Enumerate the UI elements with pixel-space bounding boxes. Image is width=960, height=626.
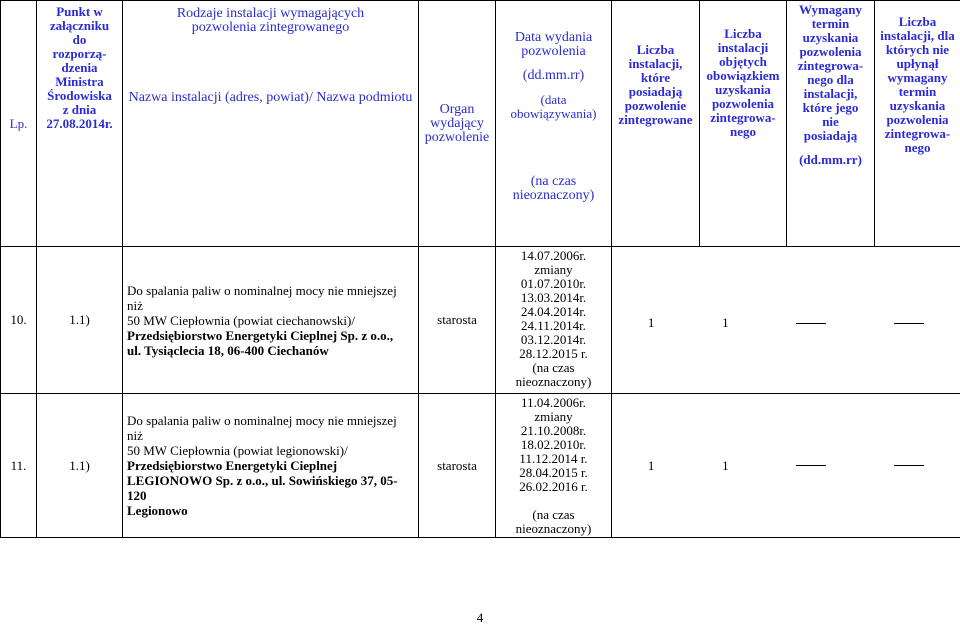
- header-lu-l4: wymagany: [877, 71, 958, 85]
- row-date-3: 18.02.2010r.: [498, 438, 609, 452]
- header-punkt-l6: Środowiska: [39, 89, 120, 103]
- row-desc-b1: Przedsiębiorstwo Energetyki Cieplnej: [127, 458, 414, 473]
- header-punkt-l0: Punkt w: [39, 5, 120, 19]
- row-desc: [123, 247, 419, 394]
- header-punkt: [37, 1, 123, 247]
- header-naczas-l1: nieoznaczony): [498, 189, 609, 203]
- row-date-2: 21.10.2008r.: [498, 424, 609, 438]
- row-date-0: 14.07.2006r.: [498, 249, 609, 263]
- row-date-9: nieoznaczony): [498, 375, 609, 389]
- row-counts-wrap: [614, 459, 958, 473]
- row-desc-b2: LEGIONOWO Sp. z o.o., ul. Sowińskiego 37, 05-120: [127, 473, 414, 503]
- row-lp: [1, 394, 37, 538]
- row-organ: [419, 247, 496, 394]
- row-lp-text: 10.: [10, 312, 26, 327]
- header-lp-l5: zintegrowane: [614, 113, 697, 127]
- row-lp: [1, 247, 37, 394]
- row-desc-l1: Do spalania paliw o nominalnej mocy nie mniejszej niż: [127, 413, 414, 443]
- header-lo-l4: uzyskania: [702, 83, 784, 97]
- row-punkt-text: 1.1): [69, 312, 90, 327]
- header-nazwa: Nazwa instalacji (adres, powiat)/ Nazwa podmiotu: [125, 91, 416, 105]
- header-liczba-objetych: [700, 1, 787, 247]
- row-counts: [612, 247, 960, 394]
- header-wt-l0: Wymagany: [789, 3, 872, 17]
- header-data-l4: obowiązywania): [498, 107, 609, 121]
- header-organ: [419, 1, 496, 247]
- header-liczba-uplynal: [875, 1, 960, 247]
- header-data-wydania: [496, 1, 612, 247]
- header-naczas-l0: (na czas: [498, 175, 609, 189]
- header-rodzaje-l0: Rodzaje instalacji wymagających: [125, 7, 416, 21]
- table-row: [1, 394, 960, 538]
- table-row: [1, 247, 960, 394]
- row-desc-b2: ul. Tysiąclecia 18, 06-400 Ciechanów: [127, 343, 414, 358]
- row-uplynal-dash: [894, 323, 924, 324]
- row-posiadaja: 1: [648, 459, 655, 473]
- row-date-2: 01.07.2010r.: [498, 277, 609, 291]
- row-counts-wrap: [614, 310, 958, 330]
- header-data-l1: pozwolenia: [498, 45, 609, 59]
- row-date-4: 24.04.2014r.: [498, 305, 609, 319]
- row-objetych: 1: [722, 316, 729, 330]
- row-date-7: [498, 494, 609, 508]
- row-date-0: 11.04.2006r.: [498, 396, 609, 410]
- row-date-5: 24.11.2014r.: [498, 319, 609, 333]
- row-date-3: 13.03.2014r.: [498, 291, 609, 305]
- header-punkt-l1: załączniku: [39, 19, 120, 33]
- row-date-9: nieoznaczony): [498, 522, 609, 536]
- row-punkt-text: 1.1): [69, 458, 90, 473]
- header-lo-l7: nego: [702, 125, 784, 139]
- header-lo-l6: zintegrowa-: [702, 111, 784, 125]
- header-lp-l2: które: [614, 71, 697, 85]
- row-date-6: 03.12.2014r.: [498, 333, 609, 347]
- row-lp-text: 11.: [11, 458, 27, 473]
- row-dates: [496, 394, 612, 538]
- row-desc: [123, 394, 419, 538]
- row-counts: [612, 394, 960, 538]
- header-punkt-l7: z dnia: [39, 103, 120, 117]
- header-lu-l0: Liczba: [877, 15, 958, 29]
- header-lu-l9: nego: [877, 141, 958, 155]
- header-lu-l3: upłynął: [877, 57, 958, 71]
- header-punkt-l2: do: [39, 33, 120, 47]
- header-lp-l1: instalacji,: [614, 57, 697, 71]
- row-organ: [419, 394, 496, 538]
- header-punkt-l3: rozporzą-: [39, 47, 120, 61]
- header-wt-l5: nego dla: [789, 73, 872, 87]
- row-posiadaja: 1: [648, 316, 655, 330]
- row-date-6: 26.02.2016 r.: [498, 480, 609, 494]
- header-punkt-l4: dzenia: [39, 61, 120, 75]
- header-data-l3: (data: [498, 93, 609, 107]
- header-wt-l4: zintegrowa-: [789, 59, 872, 73]
- row-date-4: 11.12.2014 r.: [498, 452, 609, 466]
- row-desc-l2: 50 MW Ciepłownia (powiat legionowski)/: [127, 443, 414, 458]
- header-wt-l6: instalacji,: [789, 87, 872, 101]
- row-organ-text: starosta: [437, 312, 477, 327]
- row-dates: [496, 247, 612, 394]
- header-lp-text: Lp.: [10, 116, 28, 131]
- header-wt-l3: pozwolenia: [789, 45, 872, 59]
- header-row: [1, 1, 960, 247]
- header-wt-l10: (dd.mm.rr): [789, 153, 872, 167]
- header-lu-l5: termin: [877, 85, 958, 99]
- header-rodzaje: [123, 1, 419, 247]
- row-date-8: (na czas: [498, 508, 609, 522]
- row-desc-b3: Legionowo: [127, 503, 414, 518]
- header-wymagany-termin: [787, 1, 875, 247]
- row-desc-l1: Do spalania paliw o nominalnej mocy nie mniejszej niż: [127, 283, 414, 313]
- header-lo-l0: Liczba: [702, 27, 784, 41]
- header-lu-l2: których nie: [877, 43, 958, 57]
- header-lp-l3: posiadają: [614, 85, 697, 99]
- row-desc-b1: Przedsiębiorstwo Energetyki Cieplnej Sp. z o.o.,: [127, 328, 414, 343]
- header-wt-l1: termin: [789, 17, 872, 31]
- row-desc-l2: 50 MW Ciepłownia (powiat ciechanowski)/: [127, 313, 414, 328]
- header-lu-l7: pozwolenia: [877, 113, 958, 127]
- header-wt-l2: uzyskania: [789, 31, 872, 45]
- header-punkt-l8: 27.08.2014r.: [39, 117, 120, 131]
- header-wt-l9: posiadają: [789, 129, 872, 143]
- header-organ-l2: pozwolenie: [421, 131, 493, 145]
- row-termin-dash: [796, 323, 826, 324]
- header-lp: [1, 1, 37, 247]
- header-lo-l5: pozwolenia: [702, 97, 784, 111]
- header-wt-l8: nie: [789, 115, 872, 129]
- header-lu-l1: instalacji, dla: [877, 29, 958, 43]
- header-wt-l7: które jego: [789, 101, 872, 115]
- row-date-7: 28.12.2015 r.: [498, 347, 609, 361]
- header-data-l0: Data wydania: [498, 31, 609, 45]
- row-uplynal-dash: [894, 465, 924, 466]
- row-date-5: 28.04.2015 r.: [498, 466, 609, 480]
- header-data-l2: (dd.mm.rr): [498, 69, 609, 83]
- row-date-1: zmiany: [498, 410, 609, 424]
- page-number: 4: [0, 610, 960, 626]
- header-lu-l6: uzyskania: [877, 99, 958, 113]
- header-liczba-posiadaja: [612, 1, 700, 247]
- header-lo-l1: instalacji: [702, 41, 784, 55]
- row-date-1: zmiany: [498, 263, 609, 277]
- row-objetych: 1: [722, 459, 729, 473]
- header-punkt-l5: Ministra: [39, 75, 120, 89]
- row-punkt: [37, 247, 123, 394]
- header-lp-l4: pozwolenie: [614, 99, 697, 113]
- row-date-8: (na czas: [498, 361, 609, 375]
- row-organ-text: starosta: [437, 458, 477, 473]
- row-termin-dash: [796, 465, 826, 466]
- header-rodzaje-l1: pozwolenia zintegrowanego: [125, 21, 416, 35]
- header-lo-l3: obowiązkiem: [702, 69, 784, 83]
- header-lp-l0: Liczba: [614, 43, 697, 57]
- header-lu-l8: zintegrowa-: [877, 127, 958, 141]
- header-organ-l1: wydający: [421, 117, 493, 131]
- header-lo-l2: objętych: [702, 55, 784, 69]
- header-organ-l0: Organ: [421, 103, 493, 117]
- row-punkt: [37, 394, 123, 538]
